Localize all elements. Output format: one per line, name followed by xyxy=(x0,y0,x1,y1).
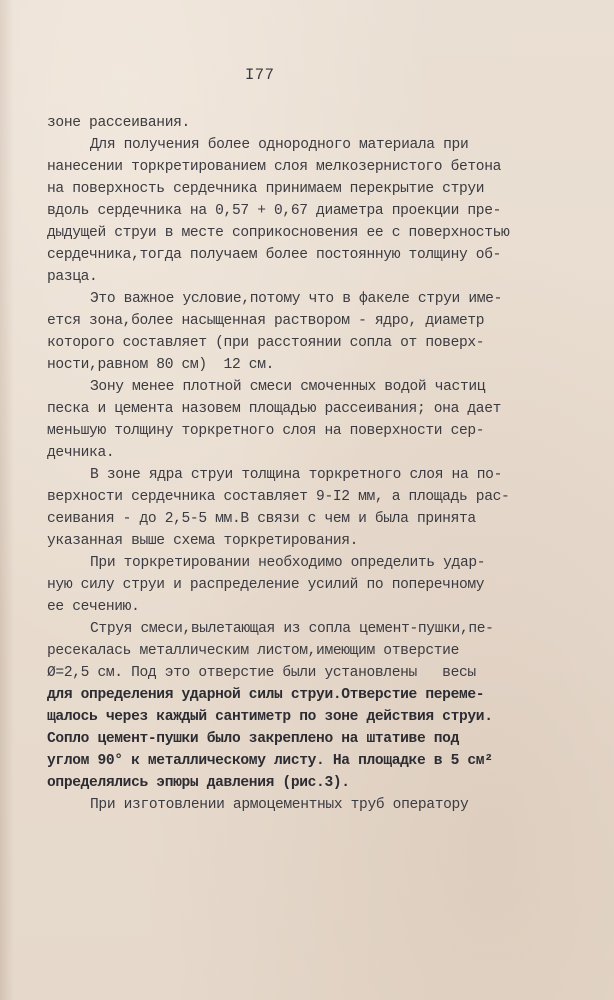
text-line: зоне рассеивания. xyxy=(47,115,190,131)
text-line: дечника. xyxy=(47,445,115,461)
text-line: Это важное условие,потому что в факеле струи име- xyxy=(90,291,502,307)
text-line: ности,равном 80 см) 12 см. xyxy=(47,357,275,373)
page-number: I77 xyxy=(245,66,275,84)
text-line: для определения ударной силы струи.Отверстие переме- xyxy=(47,687,485,703)
text-line: ную силу струи и распределение усилий по поперечному xyxy=(47,577,485,593)
text-line: В зоне ядра струи толщина торкретного слоя на по- xyxy=(90,467,502,483)
text-line: определялись эпюры давления (рис.3). xyxy=(47,775,350,791)
text-line: верхности сердечника составляет 9-I2 мм, а площадь рас- xyxy=(47,489,510,505)
text-line: углом 90° к металлическому листу. На площадке в 5 см² xyxy=(47,753,493,769)
text-line: вдоль сердечника на 0,57 + 0,67 диаметра проекции пре- xyxy=(47,203,502,219)
text-line: которого составляет (при расстоянии сопла от поверх- xyxy=(47,335,485,351)
text-line: песка и цемента назовем площадью рассеивания; она дает xyxy=(47,401,502,417)
text-line: указанная выше схема торкретирования. xyxy=(47,533,359,549)
text-line: Сопло цемент-пушки было закреплено на штативе под xyxy=(47,731,459,747)
text-line: Зону менее плотной смеси смоченных водой частиц xyxy=(90,379,486,395)
text-line: Для получения более однородного материала при xyxy=(90,137,469,153)
text-line: нанесении торкретированием слоя мелкозернистого бетона xyxy=(47,159,502,175)
text-line: ется зона,более насыщенная раствором - ядро, диаметр xyxy=(47,313,485,329)
text-line: дыдущей струи в месте соприкосновения ее с поверхностью xyxy=(47,225,510,241)
text-line: При изготовлении армоцементных труб оператору xyxy=(90,797,469,813)
text-line: ее сечению. xyxy=(47,599,140,615)
text-line: Струя смеси,вылетающая из сопла цемент-пушки,пе- xyxy=(90,621,494,637)
text-line: ресекалась металлическим листом,имеющим отверстие xyxy=(47,643,459,659)
text-line: При торкретировании необходимо определить удар- xyxy=(90,555,486,571)
text-line: щалось через каждый сантиметр по зоне действия струи. xyxy=(47,709,493,725)
text-line: Ø=2,5 см. Под это отверстие были установлены весы xyxy=(47,665,476,681)
text-line: на поверхность сердечника принимаем перекрытие струи xyxy=(47,181,485,197)
text-line: разца. xyxy=(47,269,98,285)
text-line: меньшую толщину торкретного слоя на поверхности сер- xyxy=(47,423,485,439)
text-line: сердечника,тогда получаем более постоянную толщину об- xyxy=(47,247,502,263)
text-line: сеивания - до 2,5-5 мм.В связи с чем и была принята xyxy=(47,511,476,527)
